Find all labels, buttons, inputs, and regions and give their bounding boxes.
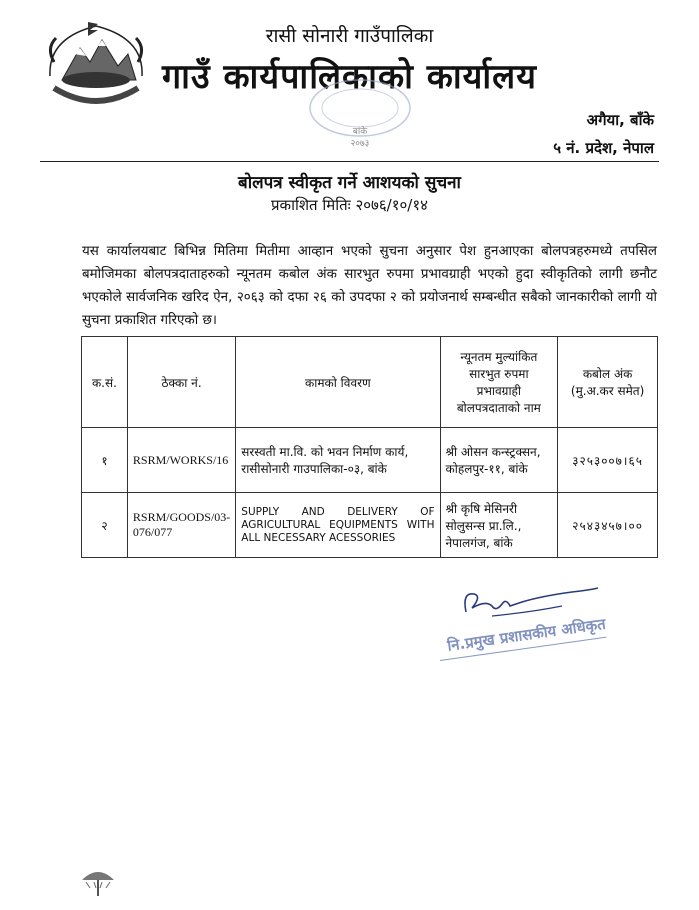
header-bidder: न्यूनतम मुल्यांकित सारभुत रुपमा प्रभावग्राही बोलपत्रदाताको नाम [440, 337, 558, 428]
address-line-1: अगैया, बाँके [586, 111, 654, 129]
header-divider [40, 161, 659, 162]
cell-sn: १ [82, 428, 128, 493]
svg-text:२०७३: २०७३ [350, 139, 370, 149]
published-date: प्रकाशित मितिः २०७६/१०/१४ [271, 196, 428, 214]
notice-title: बोलपत्र स्वीकृत गर्ने आशयको सुचना [238, 173, 461, 193]
cell-bidder: श्री कृषि मेसिनरी सोलुसन्स प्रा.लि., नेपालगंज, बांके [440, 493, 558, 558]
office-round-stamp-icon [300, 78, 420, 150]
office-title: गाउँ कार्यपालिकाको कार्यालय [162, 57, 537, 97]
table-header-row [82, 337, 658, 428]
cell-description: सरस्वती मा.वि. को भवन निर्माण कार्य, रासीसोनारी गाउपालिका-०३, बांके [236, 428, 440, 493]
header-amount: कबोल अंक (मु.अ.कर समेत) [558, 337, 658, 428]
cell-description: SUPPLY AND DELIVERY OF AGRICULTURAL EQUIPMENTS WITH ALL NECESSARY ACESSORIES [236, 493, 440, 558]
cell-contract-no: RSRM/GOODS/03-076/077 [127, 493, 235, 558]
header-description: कामको विवरण [236, 337, 440, 428]
cell-amount: ३२५३००७।६५ [558, 428, 658, 493]
bids-table [81, 336, 658, 558]
notice-body: यस कार्यालयबाट बिभिन्न मितिमा मितीमा आव्हान भएको सुचना अनुसार पेश हुनआएका बोलपत्रहरुमध्ये तपसिल बमोजिमका बोलपत्रदाताहरुको न्यूनतम कबोल अंक सारभुत रुपमा प्रभावग्राही भएको हुदा स्वीकृतिको लागी छनौट भएकोले सार्वजनिक खरिद ऐन, २०६३ को दफा २६ को उपदफा २ को प्रयोजनार्थ सम्बन्धीत सबैको जानकारीको लागी यो सुचना प्रकाशित गरिएको छ। [82, 244, 657, 328]
svg-text:बांके: बांके [352, 127, 368, 137]
officer-stamp: नि.प्रमुख प्रशासकीय अधिकृत [446, 614, 607, 655]
header-contract-no: ठेक्का नं. [127, 337, 235, 428]
address-line-2: ५ नं. प्रदेश, नेपाल [553, 139, 654, 157]
header-sn: क.सं. [82, 337, 128, 428]
cell-bidder: श्री ओसन कन्स्ट्रक्सन, कोहलपुर-११, बांके [440, 428, 558, 493]
table-row [82, 428, 658, 493]
cell-sn: २ [82, 493, 128, 558]
cell-amount: २५४३४५७।०० [558, 493, 658, 558]
office-name: रासी सोनारी गाउँपालिका [265, 25, 434, 47]
table-row [82, 493, 658, 558]
cell-contract-no: RSRM/WORKS/16 [127, 428, 235, 493]
umbrella-mark-icon [78, 862, 118, 902]
